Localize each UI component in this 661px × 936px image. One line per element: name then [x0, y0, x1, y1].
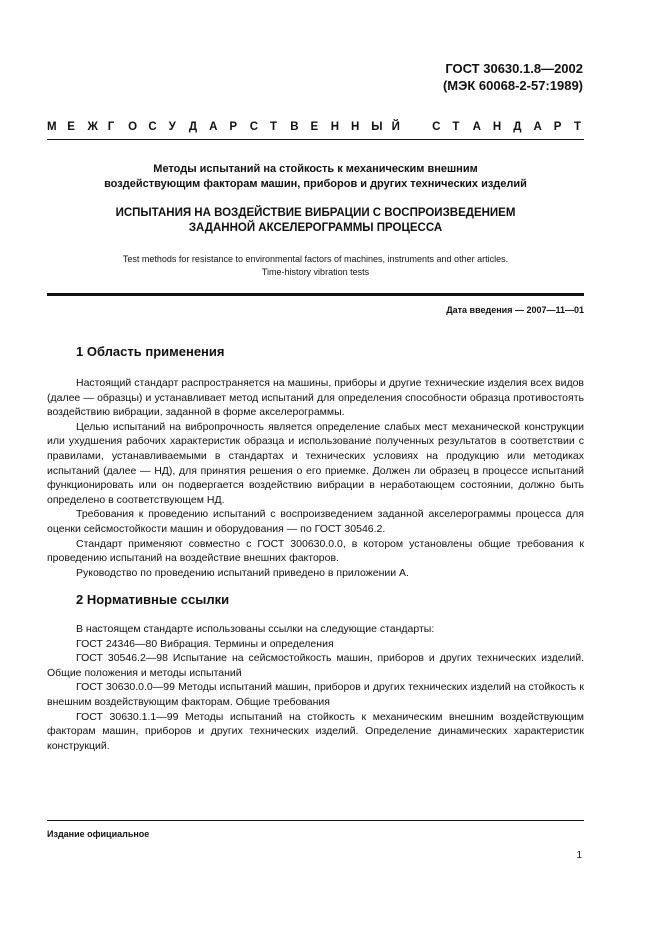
section-1-paragraph: Настоящий стандарт распространяется на машины, приборы и другие технические изделия всех видов (далее — образцы) и устанавливает метод испытаний для определения способности образца противостоять воздействию вибрации, заданной в форме акселерограммы. [47, 377, 584, 419]
banner-letter: Е [67, 121, 75, 133]
reference-item: ГОСТ 30630.1.1—99 Методы испытаний на стойкость к механическим внешним воздействующим факторам машин, приборов и других технических изделий. Определение динамических характеристик конструкций. [47, 710, 584, 752]
section-1-paragraph: Требования к проведению испытаний с воспроизведением заданной акселерограммы процесса для оценки сейсмостойкости машин и оборудования — по ГОСТ 30546.2. [47, 508, 584, 535]
banner-letter: Р [229, 121, 238, 133]
footer-rule [47, 820, 584, 821]
banner-letter: С [148, 121, 157, 133]
page-number: 1 [576, 850, 582, 861]
banner-letter: Н [351, 121, 360, 133]
banner-letter: Н [492, 121, 502, 133]
banner-letter: Н [330, 121, 340, 133]
banner-letter: Й [391, 121, 400, 133]
standard-code: ГОСТ 30630.1.8—2002 [445, 61, 583, 76]
document-header [443, 60, 583, 94]
banner-letter: Т [574, 121, 582, 133]
banner-letter: О [128, 121, 138, 133]
title-thick-rule [47, 293, 584, 296]
main-title [47, 206, 584, 236]
iec-code: (МЭК 60068-2-57:1989) [442, 78, 583, 93]
general-title [47, 162, 584, 192]
reference-item: ГОСТ 24346—80 Вибрация. Термины и определения [76, 637, 334, 650]
section-1-paragraph: Руководство по проведению испытаний приведено в приложении А. [76, 566, 409, 579]
banner-letter: М [47, 121, 57, 133]
banner-letter: Е [310, 121, 319, 133]
banner-letter: Ж [87, 121, 98, 133]
banner-letter: С [432, 121, 441, 133]
main-title-line-2: ЗАДАННОЙ АКСЕЛЕРОГРАММЫ ПРОЦЕССА [188, 222, 443, 234]
effective-date: Дата введения — 2007—11—01 [446, 305, 584, 315]
english-title [47, 253, 584, 279]
reference-item: ГОСТ 30630.0.0—99 Методы испытаний машин, приборов и других технических изделий на стойкость к внешним воздействующим факторам. Общие требования [47, 681, 584, 708]
official-edition-note: Издание официальное [47, 829, 150, 839]
section-1-paragraph: Целью испытаний на вибропрочность является определение слабых мест механической конструкции или ухудшения рабочих характеристик образца и использование полученных результатов в соответствии с правилами, устанавливаемыми в стандартах и технических условиях на продукцию или методиках испытаний (далее — НД), для принятия решения о его приемке. Должен ли образец в процессе испытаний функционировать или он подвергается воздействию вибрации в неработающем состоянии, должно быть определено в соответствующем НД. [47, 420, 584, 506]
banner-rule [47, 139, 584, 140]
banner-letter: Р [553, 121, 562, 133]
banner-letter: А [209, 121, 218, 133]
banner-letter: Г [107, 121, 115, 133]
section-1-heading: 1 Область применения [76, 344, 225, 359]
banner-letter: Д [188, 121, 198, 133]
banner-letter: В [290, 121, 299, 133]
english-title-line-2: Time-history vibration tests [261, 267, 370, 277]
general-title-line-1: Методы испытаний на стойкость к механическим внешним [153, 163, 478, 175]
section-2-body [47, 622, 584, 753]
section-1-paragraph: Стандарт применяют совместно с ГОСТ 300630.0.0, в котором установлены общие требования к проведению испытаний на воздействие внешних факторов. [47, 537, 584, 565]
banner-letter: Т [269, 121, 277, 133]
banner-letter: А [472, 121, 481, 133]
section-2-paragraph: В настоящем стандарте использованы ссылки на следующие стандарты: [76, 623, 435, 635]
banner-letter: А [533, 121, 542, 133]
banner-letter: Д [513, 121, 522, 133]
reference-item: ГОСТ 30546.2—98 Испытание на сейсмостойкость машин, приборов и других технических изделий. Общие положения и методы испытаний [47, 652, 584, 679]
section-2-heading: 2 Нормативные ссылки [76, 592, 230, 607]
banner-letter: У [168, 121, 176, 133]
english-title-line-1: Test methods for resistance to environmental factors of machines, instruments and other articles. [122, 254, 509, 264]
section-1-body [47, 376, 584, 580]
general-title-line-2: воздействующим факторам машин, приборов и других технических изделий [104, 178, 527, 190]
banner-letter: Т [452, 121, 460, 133]
main-title-line-1: ИСПЫТАНИЯ НА ВОЗДЕЙСТВИЕ ВИБРАЦИИ С ВОСПРОИЗВЕДЕНИЕМ [115, 207, 516, 219]
banner-letter: Ы [371, 121, 383, 133]
banner-letter: С [249, 121, 258, 133]
